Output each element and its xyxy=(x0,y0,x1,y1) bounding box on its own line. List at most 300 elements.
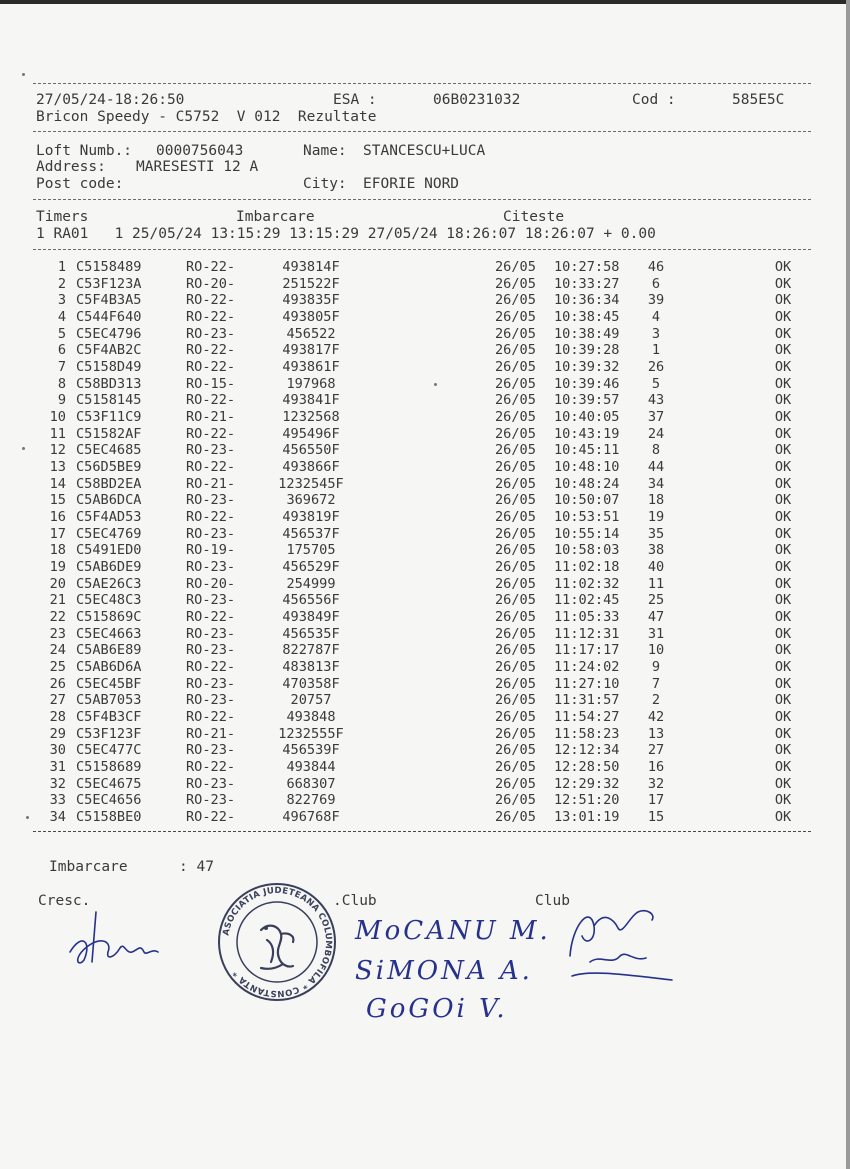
region-code: RO-21- xyxy=(186,409,236,426)
ring-id: C515869C xyxy=(76,609,142,626)
arrival-time: 10:48:10 xyxy=(554,459,620,476)
arrival-date: 26/05 xyxy=(495,725,536,742)
arrival-time: 10:33:27 xyxy=(554,275,620,292)
table-row xyxy=(0,459,850,476)
region-code: RO-20- xyxy=(186,275,236,292)
table-row xyxy=(0,426,850,443)
esa-label: ESA : xyxy=(333,92,377,108)
position: 11 xyxy=(647,575,665,592)
arrival-time: 11:54:27 xyxy=(554,709,620,726)
ring-number: 251522F xyxy=(282,275,340,292)
arrival-time: 10:38:45 xyxy=(554,309,620,325)
report-datetime: 27/05/24-18:26:50 xyxy=(36,92,185,108)
ring-number: 1232555F xyxy=(278,725,344,742)
city-value: EFORIE NORD xyxy=(363,176,460,192)
region-code: RO-23- xyxy=(186,592,236,609)
ring-number: 493814F xyxy=(282,259,340,275)
cod-label: Cod : xyxy=(632,92,676,108)
arrival-time: 10:55:14 xyxy=(554,525,620,542)
row-index: 31 xyxy=(49,759,66,776)
arrival-date: 26/05 xyxy=(495,709,536,726)
arrival-date: 26/05 xyxy=(495,542,536,559)
divider xyxy=(33,249,811,250)
ring-number: 197968 xyxy=(286,375,336,392)
loft-label: Loft Numb.: xyxy=(36,143,133,159)
arrival-time: 11:02:45 xyxy=(554,592,620,609)
ring-number: 483813F xyxy=(282,659,340,676)
position: 17 xyxy=(647,792,665,809)
arrival-date: 26/05 xyxy=(495,592,536,609)
region-code: RO-23- xyxy=(186,692,236,709)
status: OK xyxy=(774,625,792,642)
table-row xyxy=(0,692,850,709)
table-row xyxy=(0,792,850,809)
row-index: 25 xyxy=(49,659,66,676)
row-index: 21 xyxy=(49,592,66,609)
ring-number: 822787F xyxy=(282,642,340,659)
timer-line: 1 RA01 1 25/05/24 13:15:29 13:15:29 27/05/24 18:26:07 18:26:07 + 0.00 xyxy=(36,226,656,242)
ring-id: C5EC4656 xyxy=(76,792,142,809)
row-index: 6 xyxy=(57,342,66,359)
row-index: 23 xyxy=(49,625,66,642)
arrival-date: 26/05 xyxy=(495,292,536,309)
status: OK xyxy=(774,709,792,726)
table-row xyxy=(0,759,850,776)
arrival-time: 10:39:32 xyxy=(554,359,620,376)
arrival-date: 26/05 xyxy=(495,275,536,292)
status: OK xyxy=(774,342,792,359)
ring-number: 456537F xyxy=(282,525,340,542)
ring-id: C5491ED0 xyxy=(76,542,142,559)
status: OK xyxy=(774,492,792,509)
table-row xyxy=(0,559,850,576)
ring-id: C53F123A xyxy=(76,275,142,292)
ring-id: C58BD2EA xyxy=(76,475,142,492)
pigeon-icon xyxy=(261,926,293,969)
arrival-time: 10:50:07 xyxy=(554,492,620,509)
position: 1 xyxy=(651,342,661,359)
region-code: RO-23- xyxy=(186,792,236,809)
ring-number: 493861F xyxy=(282,359,340,376)
divider xyxy=(33,131,811,132)
table-row xyxy=(0,659,850,676)
ring-id: C5EC4685 xyxy=(76,442,142,459)
position: 47 xyxy=(647,609,665,626)
position: 42 xyxy=(647,709,665,726)
ring-number: 668307 xyxy=(286,775,336,792)
cresc-label: Cresc. xyxy=(38,893,91,909)
ring-number: 493849F xyxy=(282,609,340,626)
position: 43 xyxy=(647,392,665,409)
postcode-label: Post code: xyxy=(36,176,124,192)
esa-value: 06B0231032 xyxy=(433,92,521,108)
ring-id: C51582AF xyxy=(76,425,142,442)
arrival-date: 26/05 xyxy=(495,409,536,426)
divider xyxy=(33,831,811,832)
ring-id: C5AB6D6A xyxy=(76,659,142,676)
region-code: RO-22- xyxy=(186,659,236,676)
ring-number: 493819F xyxy=(282,509,340,526)
arrival-time: 11:17:17 xyxy=(554,642,620,659)
ring-number: 496768F xyxy=(282,809,340,826)
position: 40 xyxy=(647,559,665,576)
arrival-date: 26/05 xyxy=(495,759,536,776)
region-code: RO-15- xyxy=(186,375,236,392)
position: 35 xyxy=(647,525,665,542)
arrival-time: 11:31:57 xyxy=(554,692,620,709)
status: OK xyxy=(774,525,792,542)
row-index: 7 xyxy=(57,359,66,376)
imbarcare-column-label: Imbarcare xyxy=(236,209,315,225)
region-code: RO-22- xyxy=(186,509,236,526)
position: 24 xyxy=(647,425,665,442)
ring-id: C5AB6DCA xyxy=(76,492,142,509)
region-code: RO-23- xyxy=(186,625,236,642)
status: OK xyxy=(774,292,792,309)
ring-number: 1232568 xyxy=(282,409,340,426)
ring-number: 470358F xyxy=(282,675,340,692)
table-row xyxy=(0,776,850,793)
arrival-time: 13:01:19 xyxy=(554,809,620,826)
ring-id: C5EC4663 xyxy=(76,625,142,642)
status: OK xyxy=(774,725,792,742)
position: 46 xyxy=(647,259,665,275)
arrival-time: 10:45:11 xyxy=(554,442,620,459)
arrival-time: 12:28:50 xyxy=(554,759,620,776)
row-index: 34 xyxy=(49,809,66,826)
table-row xyxy=(0,676,850,693)
ring-id: C58BD313 xyxy=(76,375,142,392)
row-index: 1 xyxy=(57,259,66,275)
arrival-date: 26/05 xyxy=(495,775,536,792)
status: OK xyxy=(774,592,792,609)
scan-speck xyxy=(26,816,29,819)
position: 7 xyxy=(651,675,661,692)
region-code: RO-22- xyxy=(186,609,236,626)
arrival-time: 10:39:28 xyxy=(554,342,620,359)
arrival-time: 11:02:32 xyxy=(554,575,620,592)
region-code: RO-22- xyxy=(186,392,236,409)
status: OK xyxy=(774,259,792,275)
ring-number: 493844 xyxy=(286,759,336,776)
region-code: RO-20- xyxy=(186,575,236,592)
row-index: 9 xyxy=(57,392,66,409)
divider xyxy=(33,199,811,200)
city-label: City: xyxy=(303,176,347,192)
region-code: RO-23- xyxy=(186,325,236,342)
status: OK xyxy=(774,275,792,292)
row-index: 8 xyxy=(57,375,66,392)
arrival-date: 26/05 xyxy=(495,692,536,709)
signature-name-1: MoCANU M. xyxy=(355,916,551,946)
row-index: 30 xyxy=(49,742,66,759)
region-code: RO-22- xyxy=(186,459,236,476)
position: 2 xyxy=(651,692,661,709)
row-index: 28 xyxy=(49,709,66,726)
arrival-time: 11:02:18 xyxy=(554,559,620,576)
imbarcare-total-value: : 47 xyxy=(179,859,214,875)
table-row xyxy=(0,259,850,276)
scan-speck xyxy=(434,383,437,386)
region-code: RO-21- xyxy=(186,475,236,492)
ring-id: C5AE26C3 xyxy=(76,575,142,592)
position: 27 xyxy=(647,742,665,759)
row-index: 5 xyxy=(57,325,66,342)
arrival-date: 26/05 xyxy=(495,559,536,576)
status: OK xyxy=(774,475,792,492)
ring-id: C5EC477C xyxy=(76,742,142,759)
row-index: 32 xyxy=(49,775,66,792)
ring-id: C5EC4675 xyxy=(76,775,142,792)
position: 34 xyxy=(647,475,665,492)
arrival-date: 26/05 xyxy=(495,742,536,759)
arrival-date: 26/05 xyxy=(495,509,536,526)
table-row xyxy=(0,476,850,493)
ring-id: C5EC48C3 xyxy=(76,592,142,609)
status: OK xyxy=(774,359,792,376)
arrival-time: 10:53:51 xyxy=(554,509,620,526)
arrival-time: 11:24:02 xyxy=(554,659,620,676)
position: 38 xyxy=(647,542,665,559)
name-label: Name: xyxy=(303,143,347,159)
status: OK xyxy=(774,675,792,692)
region-code: RO-22- xyxy=(186,292,236,309)
ring-id: C5AB6E89 xyxy=(76,642,142,659)
ring-number: 493835F xyxy=(282,292,340,309)
status: OK xyxy=(774,542,792,559)
arrival-date: 26/05 xyxy=(495,342,536,359)
region-code: RO-19- xyxy=(186,542,236,559)
status: OK xyxy=(774,559,792,576)
ring-number: 456539F xyxy=(282,742,340,759)
table-row xyxy=(0,276,850,293)
ring-id: C5AB7053 xyxy=(76,692,142,709)
position: 26 xyxy=(647,359,665,376)
arrival-time: 10:40:05 xyxy=(554,409,620,426)
table-row xyxy=(0,492,850,509)
row-index: 22 xyxy=(49,609,66,626)
arrival-date: 26/05 xyxy=(495,425,536,442)
device-line: Bricon Speedy - C5752 V 012 Rezultate xyxy=(36,109,377,125)
arrival-date: 26/05 xyxy=(495,675,536,692)
ring-number: 456550F xyxy=(282,442,340,459)
status: OK xyxy=(774,759,792,776)
ring-number: 493866F xyxy=(282,459,340,476)
row-index: 15 xyxy=(49,492,66,509)
arrival-date: 26/05 xyxy=(495,575,536,592)
ring-id: C5F4AD53 xyxy=(76,509,142,526)
position: 3 xyxy=(651,325,661,342)
table-row xyxy=(0,392,850,409)
scan-edge-top xyxy=(0,0,850,4)
arrival-time: 10:38:49 xyxy=(554,325,620,342)
ring-id: C53F123F xyxy=(76,725,142,742)
row-index: 16 xyxy=(49,509,66,526)
region-code: RO-22- xyxy=(186,809,236,826)
table-row xyxy=(0,626,850,643)
signature-name-2: SiMONA A. xyxy=(355,956,533,986)
table-row xyxy=(0,809,850,826)
arrival-date: 26/05 xyxy=(495,659,536,676)
ring-number: 175705 xyxy=(286,542,336,559)
ring-id: C5158489 xyxy=(76,259,142,275)
region-code: RO-22- xyxy=(186,259,236,275)
ring-id: C5F4B3A5 xyxy=(76,292,142,309)
arrival-date: 26/05 xyxy=(495,492,536,509)
stamp-text: ASOCIATIA JUDETEANA COLUMBOFILA * CONSTANTA * xyxy=(221,885,334,999)
table-row xyxy=(0,642,850,659)
region-code: RO-22- xyxy=(186,759,236,776)
arrival-date: 26/05 xyxy=(495,359,536,376)
ring-number: 456522 xyxy=(286,325,336,342)
ring-number: 493841F xyxy=(282,392,340,409)
status: OK xyxy=(774,642,792,659)
arrival-date: 26/05 xyxy=(495,392,536,409)
status: OK xyxy=(774,325,792,342)
arrival-date: 26/05 xyxy=(495,375,536,392)
ring-id: C5AB6DE9 xyxy=(76,559,142,576)
row-index: 26 xyxy=(49,675,66,692)
ring-id: C5F4B3CF xyxy=(76,709,142,726)
table-row xyxy=(0,309,850,326)
position: 31 xyxy=(647,625,665,642)
region-code: RO-23- xyxy=(186,775,236,792)
position: 25 xyxy=(647,592,665,609)
region-code: RO-23- xyxy=(186,675,236,692)
status: OK xyxy=(774,742,792,759)
status: OK xyxy=(774,375,792,392)
arrival-time: 11:58:23 xyxy=(554,725,620,742)
status: OK xyxy=(774,459,792,476)
status: OK xyxy=(774,442,792,459)
ring-id: C5158D49 xyxy=(76,359,142,376)
position: 32 xyxy=(647,775,665,792)
arrival-date: 26/05 xyxy=(495,259,536,275)
ring-number: 1232545F xyxy=(278,475,344,492)
arrival-time: 11:27:10 xyxy=(554,675,620,692)
table-row xyxy=(0,592,850,609)
row-index: 14 xyxy=(49,475,66,492)
region-code: RO-23- xyxy=(186,642,236,659)
position: 8 xyxy=(651,442,661,459)
ring-id: C544F640 xyxy=(76,309,142,325)
row-index: 2 xyxy=(57,275,66,292)
scan-speck xyxy=(22,73,25,76)
region-code: RO-22- xyxy=(186,309,236,325)
region-code: RO-23- xyxy=(186,525,236,542)
arrival-date: 26/05 xyxy=(495,809,536,826)
status: OK xyxy=(774,309,792,325)
table-row xyxy=(0,526,850,543)
table-row xyxy=(0,609,850,626)
address-value: MARESESTI 12 A xyxy=(136,159,259,175)
row-index: 33 xyxy=(49,792,66,809)
region-code: RO-21- xyxy=(186,725,236,742)
loft-value: 0000756043 xyxy=(156,143,244,159)
ring-id: C5158689 xyxy=(76,759,142,776)
table-row xyxy=(0,292,850,309)
arrival-date: 26/05 xyxy=(495,325,536,342)
status: OK xyxy=(774,509,792,526)
arrival-time: 12:29:32 xyxy=(554,775,620,792)
arrival-date: 26/05 xyxy=(495,475,536,492)
arrival-time: 10:58:03 xyxy=(554,542,620,559)
table-row xyxy=(0,542,850,559)
status: OK xyxy=(774,392,792,409)
row-index: 29 xyxy=(49,725,66,742)
position: 39 xyxy=(647,292,665,309)
row-index: 11 xyxy=(49,425,66,442)
row-index: 18 xyxy=(49,542,66,559)
ring-number: 369672 xyxy=(286,492,336,509)
position: 37 xyxy=(647,409,665,426)
ring-number: 493817F xyxy=(282,342,340,359)
status: OK xyxy=(774,792,792,809)
arrival-date: 26/05 xyxy=(495,459,536,476)
position: 5 xyxy=(651,375,661,392)
region-code: RO-23- xyxy=(186,742,236,759)
timers-label: Timers xyxy=(36,209,89,225)
status: OK xyxy=(774,425,792,442)
region-code: RO-23- xyxy=(186,442,236,459)
ring-number: 495496F xyxy=(282,425,340,442)
arrival-date: 26/05 xyxy=(495,625,536,642)
scan-speck xyxy=(22,447,25,450)
status: OK xyxy=(774,409,792,426)
row-index: 17 xyxy=(49,525,66,542)
row-index: 27 xyxy=(49,692,66,709)
imbarcare-total-label: Imbarcare xyxy=(49,859,128,875)
table-row xyxy=(0,576,850,593)
table-row xyxy=(0,326,850,343)
region-code: RO-22- xyxy=(186,359,236,376)
ring-number: 456556F xyxy=(282,592,340,609)
address-label: Address: xyxy=(36,159,106,175)
arrival-time: 10:27:58 xyxy=(554,259,620,275)
arrival-time: 10:48:24 xyxy=(554,475,620,492)
table-row xyxy=(0,409,850,426)
ring-id: C5158145 xyxy=(76,392,142,409)
status: OK xyxy=(774,809,792,826)
ring-number: 20757 xyxy=(290,692,332,709)
ring-id: C5EC4796 xyxy=(76,325,142,342)
divider xyxy=(33,83,811,84)
ring-id: C56D5BE9 xyxy=(76,459,142,476)
arrival-time: 10:43:19 xyxy=(554,425,620,442)
row-index: 24 xyxy=(49,642,66,659)
table-row xyxy=(0,742,850,759)
club-signature xyxy=(560,896,680,986)
arrival-time: 10:36:34 xyxy=(554,292,620,309)
region-code: RO-23- xyxy=(186,559,236,576)
arrival-date: 26/05 xyxy=(495,609,536,626)
status: OK xyxy=(774,609,792,626)
region-code: RO-22- xyxy=(186,342,236,359)
name-value: STANCESCU+LUCA xyxy=(363,143,486,159)
arrival-date: 26/05 xyxy=(495,792,536,809)
table-row xyxy=(0,709,850,726)
position: 10 xyxy=(647,642,665,659)
table-row xyxy=(0,726,850,743)
position: 18 xyxy=(647,492,665,509)
citeste-column-label: Citeste xyxy=(503,209,565,225)
ring-number: 456529F xyxy=(282,559,340,576)
arrival-time: 12:12:34 xyxy=(554,742,620,759)
ring-number: 456535F xyxy=(282,625,340,642)
region-code: RO-22- xyxy=(186,709,236,726)
table-row xyxy=(0,359,850,376)
ring-id: C53F11C9 xyxy=(76,409,142,426)
